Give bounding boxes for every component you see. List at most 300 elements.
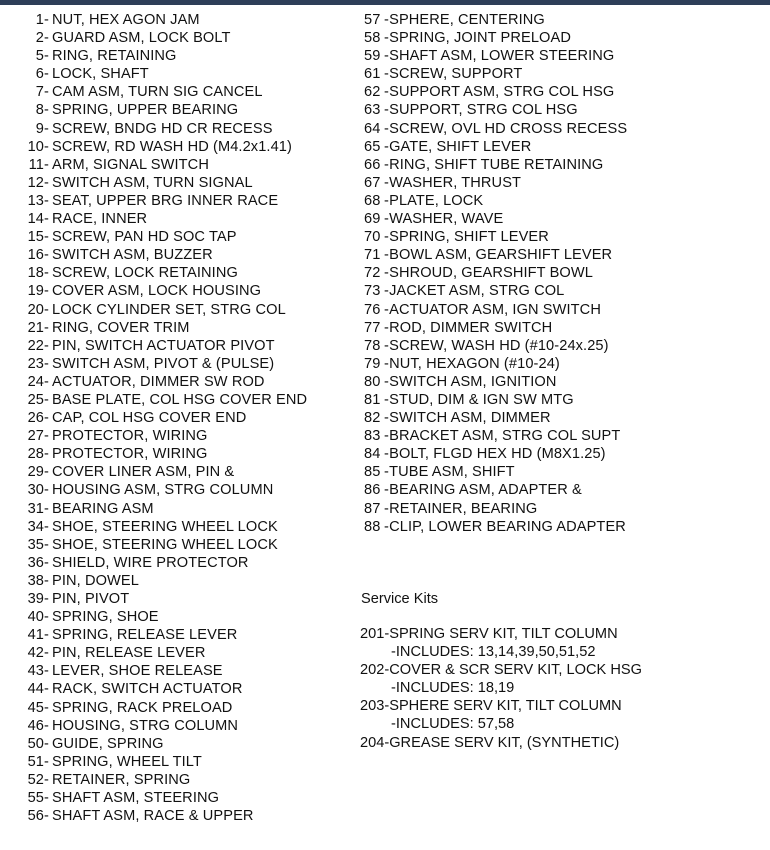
part-number: 6 xyxy=(35,66,44,83)
parts-list-item xyxy=(364,192,764,210)
part-number-separator: - xyxy=(384,211,389,228)
parts-list-item xyxy=(0,699,355,717)
part-number: 87 xyxy=(364,500,381,517)
part-name: SEAT, UPPER BRG INNER RACE xyxy=(52,192,279,209)
part-number-separator: - xyxy=(384,355,389,372)
part-number: 21 xyxy=(27,319,44,336)
part-number-separator: - xyxy=(44,645,49,662)
parts-list-item xyxy=(364,11,764,29)
parts-list-item xyxy=(364,83,764,101)
part-name: GUIDE, SPRING xyxy=(52,735,164,752)
parts-list-item xyxy=(364,210,764,228)
part-number: 81 xyxy=(364,391,381,408)
part-number: 2 xyxy=(35,30,44,47)
parts-list-item xyxy=(0,445,355,463)
part-number: 27 xyxy=(27,428,44,445)
part-name: SUPPORT ASM, STRG COL HSG xyxy=(389,84,615,101)
parts-list-item xyxy=(364,282,764,300)
part-number: 65 xyxy=(364,138,381,155)
parts-list-item xyxy=(364,101,764,119)
parts-list-item xyxy=(0,11,355,29)
parts-list-item xyxy=(0,717,355,735)
part-number-separator: - xyxy=(384,265,389,282)
parts-list-item xyxy=(0,518,355,536)
part-name: SPRING, UPPER BEARING xyxy=(52,102,239,119)
part-name: SCREW, BNDG HD CR RECESS xyxy=(52,120,273,137)
part-number-separator: - xyxy=(384,102,389,119)
parts-list-item xyxy=(0,228,355,246)
parts-list-item xyxy=(0,626,355,644)
part-number: 10 xyxy=(27,138,44,155)
part-number-separator: - xyxy=(44,410,49,427)
part-name: LEVER, SHOE RELEASE xyxy=(52,663,223,680)
part-number-separator: - xyxy=(44,536,49,553)
parts-list-item xyxy=(364,355,764,373)
part-name: RETAINER, SPRING xyxy=(52,771,191,788)
part-number-separator: - xyxy=(44,753,49,770)
parts-list-left-column xyxy=(0,11,355,825)
part-number: 71 xyxy=(364,247,381,264)
parts-list-item xyxy=(364,29,764,47)
part-name: PIN, SWITCH ACTUATOR PIVOT xyxy=(52,337,275,354)
part-name: CLIP, LOWER BEARING ADAPTER xyxy=(389,518,626,535)
part-number: 55 xyxy=(27,790,44,807)
part-number: 77 xyxy=(364,319,381,336)
parts-list-item xyxy=(364,500,764,518)
parts-list-right-column xyxy=(364,11,764,536)
parts-list-item xyxy=(0,463,355,481)
parts-list-item xyxy=(0,65,355,83)
part-number-separator: - xyxy=(384,229,389,246)
part-number-separator: - xyxy=(384,391,389,408)
part-name: PIN, PIVOT xyxy=(52,591,130,607)
part-number-separator: - xyxy=(44,681,49,698)
part-name: SHIELD, WIRE PROTECTOR xyxy=(52,554,249,571)
part-number: 42 xyxy=(27,645,44,662)
part-number-separator: - xyxy=(44,609,49,626)
part-number-separator: - xyxy=(44,138,49,155)
part-name: HOUSING ASM, STRG COLUMN xyxy=(52,482,274,499)
part-name: SHOE, STEERING WHEEL LOCK xyxy=(52,536,278,553)
parts-list-item xyxy=(0,536,355,554)
part-number-separator: - xyxy=(44,808,49,825)
parts-list-item xyxy=(0,355,355,373)
parts-list-item xyxy=(0,264,355,282)
part-number: 23 xyxy=(27,355,44,372)
part-number-separator: - xyxy=(384,120,389,137)
part-number: 38 xyxy=(27,572,44,589)
part-name: ROD, DIMMER SWITCH xyxy=(389,319,553,336)
parts-list-item xyxy=(0,481,355,499)
part-number: 30 xyxy=(27,482,44,499)
part-number: 50 xyxy=(27,735,44,752)
part-number: 11 xyxy=(28,156,44,173)
part-number-separator: - xyxy=(44,66,49,83)
part-number: 40 xyxy=(27,609,44,626)
part-number-separator: - xyxy=(384,446,389,463)
part-number-separator: - xyxy=(44,156,49,173)
part-name: CAP, COL HSG COVER END xyxy=(52,410,247,427)
parts-list-item xyxy=(0,301,355,319)
parts-list-item xyxy=(364,264,764,282)
parts-list-item xyxy=(0,101,355,119)
parts-list-item xyxy=(0,246,355,264)
part-name: SUPPORT, STRG COL HSG xyxy=(389,102,578,119)
part-name: COVER ASM, LOCK HOUSING xyxy=(52,283,262,300)
service-kit-includes: -INCLUDES: 18,19 xyxy=(391,680,515,697)
parts-list-item xyxy=(364,391,764,409)
parts-list-item xyxy=(0,572,355,590)
part-name: SPHERE, CENTERING xyxy=(389,12,545,28)
part-number: 69 xyxy=(364,211,381,228)
part-name: RING, COVER TRIM xyxy=(52,319,190,336)
parts-list-item xyxy=(0,192,355,210)
parts-list-item xyxy=(364,301,764,319)
part-name: PROTECTOR, WIRING xyxy=(52,446,208,463)
part-number: 72 xyxy=(364,265,381,282)
parts-list-item xyxy=(364,445,764,463)
part-number: 29 xyxy=(27,464,44,481)
part-number-separator: - xyxy=(384,84,389,101)
part-name: BOLT, FLGD HEX HD (M8X1.25) xyxy=(389,446,606,463)
part-number: 36 xyxy=(27,554,44,571)
parts-list-item xyxy=(364,518,764,536)
part-name: SPRING, WHEEL TILT xyxy=(52,753,202,770)
part-number: 82 xyxy=(364,410,381,427)
part-number: 18 xyxy=(27,265,44,282)
part-number: 62 xyxy=(364,84,381,101)
part-number-separator: - xyxy=(44,663,49,680)
part-name: ACTUATOR ASM, IGN SWITCH xyxy=(389,301,601,318)
part-number: 44 xyxy=(27,681,44,698)
part-number: 61 xyxy=(364,66,381,83)
part-number-separator: - xyxy=(44,735,49,752)
part-number: 25 xyxy=(27,391,44,408)
part-number-separator: - xyxy=(44,48,49,65)
part-name: GATE, SHIFT LEVER xyxy=(389,138,532,155)
parts-list-item xyxy=(364,65,764,83)
part-number: 79 xyxy=(364,355,381,372)
part-number: 58 xyxy=(364,30,381,47)
part-number: 8 xyxy=(35,102,44,119)
part-name: STUD, DIM & IGN SW MTG xyxy=(389,391,574,408)
part-number-separator: - xyxy=(44,717,49,734)
part-name: ARM, SIGNAL SWITCH xyxy=(52,156,209,173)
part-name: GUARD ASM, LOCK BOLT xyxy=(52,30,231,47)
part-name: SCREW, PAN HD SOC TAP xyxy=(52,229,237,246)
part-number: 24 xyxy=(27,373,44,390)
part-number: 56 xyxy=(27,808,44,825)
parts-list-item xyxy=(364,120,764,138)
parts-list-item xyxy=(0,120,355,138)
part-name: PROTECTOR, WIRING xyxy=(52,428,208,445)
parts-list-item xyxy=(364,337,764,355)
service-kit-label: 201-SPRING SERV KIT, TILT COLUMN xyxy=(360,626,618,642)
part-number-separator: - xyxy=(44,337,49,354)
part-number-separator: - xyxy=(44,373,49,390)
part-number-separator: - xyxy=(44,174,49,191)
parts-list-item xyxy=(0,771,355,789)
part-name: SPRING, JOINT PRELOAD xyxy=(389,30,571,47)
part-number: 85 xyxy=(364,464,381,481)
part-name: SHOE, STEERING WHEEL LOCK xyxy=(52,518,278,535)
part-number: 52 xyxy=(27,771,44,788)
part-name: CAM ASM, TURN SIG CANCEL xyxy=(52,84,263,101)
part-name: SWITCH ASM, TURN SIGNAL xyxy=(52,174,253,191)
part-name: SCREW, RD WASH HD (M4.2x1.41) xyxy=(52,138,292,155)
part-number: 16 xyxy=(27,247,44,264)
part-name: RETAINER, BEARING xyxy=(389,500,538,517)
part-number: 34 xyxy=(27,518,44,535)
part-number: 83 xyxy=(364,428,381,445)
part-number: 57 xyxy=(364,12,381,28)
parts-list-item xyxy=(0,662,355,680)
parts-list-item xyxy=(364,47,764,65)
part-number: 26 xyxy=(27,410,44,427)
part-name: BASE PLATE, COL HSG COVER END xyxy=(52,391,308,408)
part-number-separator: - xyxy=(384,464,389,481)
part-number: 20 xyxy=(27,301,44,318)
parts-list-item xyxy=(364,246,764,264)
part-name: PLATE, LOCK xyxy=(389,192,484,209)
part-number-separator: - xyxy=(44,428,49,445)
part-number-separator: - xyxy=(384,319,389,336)
part-name: SCREW, OVL HD CROSS RECESS xyxy=(389,120,628,137)
parts-list-item xyxy=(0,608,355,626)
part-name: ACTUATOR, DIMMER SW ROD xyxy=(52,373,265,390)
part-number-separator: - xyxy=(384,283,389,300)
part-name: LOCK, SHAFT xyxy=(52,66,149,83)
parts-list-item xyxy=(0,644,355,662)
parts-list-item xyxy=(0,156,355,174)
part-name: RING, RETAINING xyxy=(52,48,177,65)
part-number: 59 xyxy=(364,48,381,65)
service-kit-label: 203-SPHERE SERV KIT, TILT COLUMN xyxy=(360,698,622,715)
part-number: 66 xyxy=(364,156,381,173)
part-number-separator: - xyxy=(384,500,389,517)
part-number: 86 xyxy=(364,482,381,499)
part-name: BEARING ASM xyxy=(52,500,154,517)
part-number-separator: - xyxy=(384,66,389,83)
part-number: 19 xyxy=(27,283,44,300)
parts-list-item xyxy=(0,83,355,101)
parts-list-item xyxy=(0,789,355,807)
part-name: SPRING, SHOE xyxy=(52,609,159,626)
service-kit-label: 202-COVER & SCR SERV KIT, LOCK HSG xyxy=(360,662,642,679)
parts-list-item xyxy=(0,47,355,65)
part-name: BEARING ASM, ADAPTER & xyxy=(389,482,582,499)
parts-list-item xyxy=(0,753,355,771)
parts-list-item xyxy=(0,735,355,753)
part-name: JACKET ASM, STRG COL xyxy=(389,283,565,300)
part-name: SHAFT ASM, RACE & UPPER xyxy=(52,808,254,825)
part-number: 13 xyxy=(27,192,44,209)
part-number-separator: - xyxy=(44,464,49,481)
part-number-separator: - xyxy=(44,283,49,300)
part-number-separator: - xyxy=(44,446,49,463)
part-number-separator: - xyxy=(384,247,389,264)
part-name: PIN, DOWEL xyxy=(52,572,139,589)
parts-list-item xyxy=(364,228,764,246)
part-number: 51 xyxy=(27,753,44,770)
part-number-separator: - xyxy=(44,102,49,119)
part-number-separator: - xyxy=(44,699,49,716)
parts-list-item xyxy=(0,319,355,337)
part-name: SWITCH ASM, PIVOT & (PULSE) xyxy=(52,355,275,372)
part-number-separator: - xyxy=(384,518,389,535)
part-name: HOUSING, STRG COLUMN xyxy=(52,717,239,734)
part-number-separator: - xyxy=(44,591,49,607)
part-number-separator: - xyxy=(44,229,49,246)
part-name: WASHER, WAVE xyxy=(389,211,504,228)
part-number-separator: - xyxy=(384,156,389,173)
part-number-separator: - xyxy=(384,482,389,499)
part-number-separator: - xyxy=(384,174,389,191)
parts-list-item xyxy=(0,500,355,518)
part-name: TUBE ASM, SHIFT xyxy=(389,464,515,481)
part-name: RACK, SWITCH ACTUATOR xyxy=(52,681,243,698)
parts-list-item xyxy=(0,554,355,572)
part-name: COVER LINER ASM, PIN & xyxy=(52,464,235,481)
part-number-separator: - xyxy=(384,373,389,390)
part-number: 76 xyxy=(364,301,381,318)
part-number-separator: - xyxy=(44,572,49,589)
part-number: 39 xyxy=(27,591,44,607)
part-number-separator: - xyxy=(384,48,389,65)
part-number-separator: - xyxy=(44,84,49,101)
parts-list-item xyxy=(0,210,355,228)
part-number: 15 xyxy=(27,229,44,246)
parts-list-item xyxy=(0,680,355,698)
part-number: 68 xyxy=(364,192,381,209)
parts-list-item xyxy=(364,463,764,481)
parts-list-item xyxy=(364,373,764,391)
part-number: 70 xyxy=(364,229,381,246)
part-number: 5 xyxy=(35,48,44,65)
part-number: 12 xyxy=(27,174,44,191)
part-number-separator: - xyxy=(44,554,49,571)
part-number: 9 xyxy=(35,120,44,137)
part-number-separator: - xyxy=(44,790,49,807)
part-name: RACE, INNER xyxy=(52,211,148,228)
part-number-separator: - xyxy=(384,138,389,155)
part-number-separator: - xyxy=(44,30,49,47)
part-number: 78 xyxy=(364,337,381,354)
parts-list-item xyxy=(0,138,355,156)
part-name: SPRING, RACK PRELOAD xyxy=(52,699,233,716)
part-name: RING, SHIFT TUBE RETAINING xyxy=(389,156,604,173)
part-number-separator: - xyxy=(384,410,389,427)
part-number-separator: - xyxy=(384,428,389,445)
parts-list-item xyxy=(0,391,355,409)
parts-list-item xyxy=(364,481,764,499)
parts-list-item xyxy=(364,156,764,174)
part-number-separator: - xyxy=(44,391,49,408)
part-number: 7 xyxy=(35,84,44,101)
part-number-separator: - xyxy=(44,120,49,137)
part-name: SWITCH ASM, IGNITION xyxy=(389,373,557,390)
parts-list-item xyxy=(0,427,355,445)
parts-list-item xyxy=(0,590,355,608)
part-number-separator: - xyxy=(44,247,49,264)
part-number-separator: - xyxy=(44,12,49,28)
parts-list-item xyxy=(364,427,764,445)
part-number-separator: - xyxy=(44,771,49,788)
part-name: BOWL ASM, GEARSHIFT LEVER xyxy=(389,247,613,264)
part-number: 67 xyxy=(364,174,381,191)
part-number-separator: - xyxy=(44,518,49,535)
parts-list-item xyxy=(0,807,355,825)
service-kit-includes: -INCLUDES: 13,14,39,50,51,52 xyxy=(391,644,596,661)
parts-list-item xyxy=(0,337,355,355)
part-number: 31 xyxy=(27,500,44,517)
part-name: NUT, HEX AGON JAM xyxy=(52,12,200,28)
part-number: 35 xyxy=(27,536,44,553)
part-number: 22 xyxy=(27,337,44,354)
part-number-separator: - xyxy=(44,265,49,282)
parts-list-item xyxy=(364,319,764,337)
service-kit-includes: -INCLUDES: 57,58 xyxy=(391,716,515,733)
part-name: NUT, HEXAGON (#10-24) xyxy=(389,355,560,372)
part-name: BRACKET ASM, STRG COL SUPT xyxy=(389,428,621,445)
parts-list-item xyxy=(0,409,355,427)
part-name: SHAFT ASM, LOWER STEERING xyxy=(389,48,615,65)
part-name: PIN, RELEASE LEVER xyxy=(52,645,206,662)
parts-list-item xyxy=(364,174,764,192)
part-number: 64 xyxy=(364,120,381,137)
part-name: SCREW, WASH HD (#10-24x.25) xyxy=(389,337,609,354)
part-number-separator: - xyxy=(384,12,389,28)
part-name: SWITCH ASM, BUZZER xyxy=(52,247,213,264)
part-number-separator: - xyxy=(44,319,49,336)
part-number-separator: - xyxy=(44,211,49,228)
part-number-separator: - xyxy=(44,301,49,318)
window-top-border xyxy=(0,0,770,5)
part-number: 41 xyxy=(27,627,44,644)
service-kits-title: Service Kits xyxy=(361,591,439,607)
part-number: 63 xyxy=(364,102,381,119)
part-name: SPRING, SHIFT LEVER xyxy=(389,229,549,246)
part-number: 45 xyxy=(27,699,44,716)
part-name: SHAFT ASM, STEERING xyxy=(52,790,220,807)
part-number-separator: - xyxy=(44,482,49,499)
service-kit-label: 204-GREASE SERV KIT, (SYNTHETIC) xyxy=(360,734,620,751)
parts-list-item xyxy=(0,29,355,47)
part-number: 84 xyxy=(364,446,381,463)
part-number: 28 xyxy=(27,446,44,463)
parts-list-item xyxy=(0,373,355,391)
part-number-separator: - xyxy=(44,500,49,517)
part-name: LOCK CYLINDER SET, STRG COL xyxy=(52,301,286,318)
part-number: 43 xyxy=(27,663,44,680)
part-number-separator: - xyxy=(44,192,49,209)
parts-list-item xyxy=(364,409,764,427)
part-number-separator: - xyxy=(384,301,389,318)
part-name: WASHER, THRUST xyxy=(389,174,522,191)
part-number-separator: - xyxy=(44,355,49,372)
part-number: 14 xyxy=(27,211,44,228)
part-name: SWITCH ASM, DIMMER xyxy=(389,410,551,427)
part-number-separator: - xyxy=(384,192,389,209)
part-number: 88 xyxy=(364,518,381,535)
part-name: SPRING, RELEASE LEVER xyxy=(52,627,238,644)
part-number-separator: - xyxy=(44,627,49,644)
part-name: SHROUD, GEARSHIFT BOWL xyxy=(389,265,593,282)
part-name: SCREW, SUPPORT xyxy=(389,66,523,83)
parts-list-item xyxy=(0,282,355,300)
service-kits-list xyxy=(360,625,642,752)
part-name: SCREW, LOCK RETAINING xyxy=(52,265,238,282)
